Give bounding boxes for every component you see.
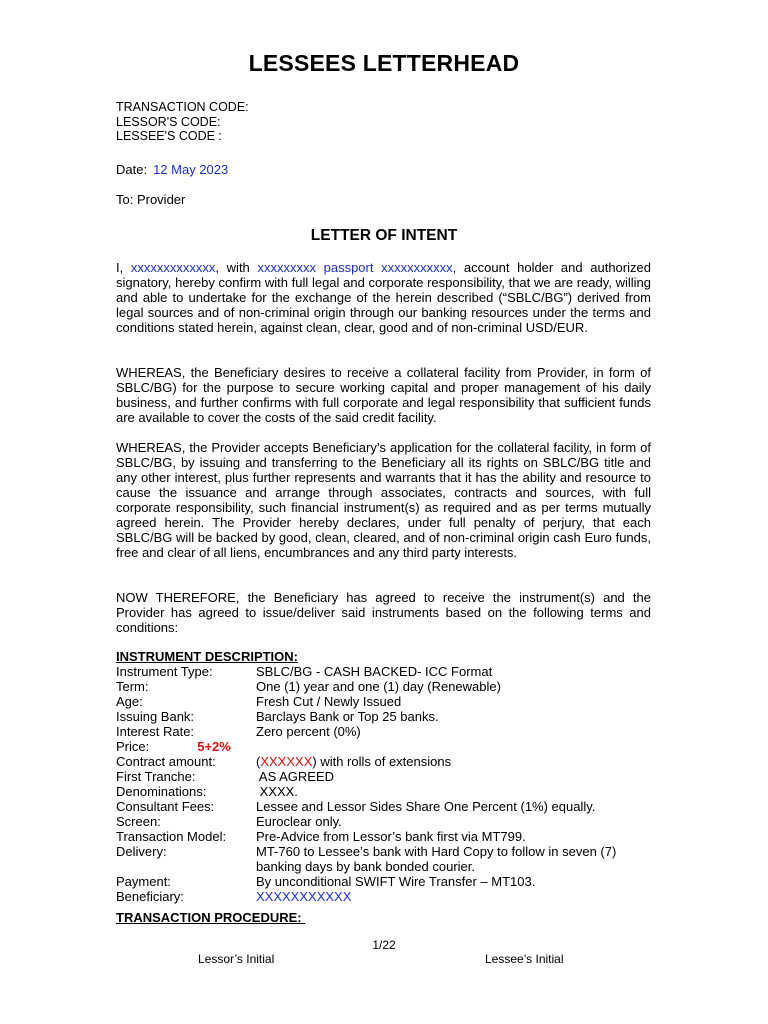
lessor-code-label: LESSOR'S CODE: [116, 114, 221, 129]
row-label: Transaction Model: [116, 829, 227, 844]
row-label: Instrument Type: [116, 664, 213, 679]
contract-amount-placeholder: XXXXXX [260, 754, 313, 769]
transaction-procedure-title: TRANSACTION PROCEDURE: [116, 910, 306, 925]
row-label: Beneficiary: [116, 889, 184, 904]
row-value: Pre-Advice from Lessor’s bank first via MT799. [256, 829, 526, 844]
row-value: One (1) year and one (1) day (Renewable) [256, 679, 501, 694]
row-label: Price: [116, 739, 150, 754]
row-value: Euroclear only. [256, 814, 342, 829]
row-consultant-fees [116, 799, 656, 814]
row-label: Consultant Fees: [116, 799, 215, 814]
row-interest-rate [116, 724, 656, 739]
row-value: SBLC/BG - CASH BACKED- ICC Format [256, 664, 493, 679]
intro-text-rest: , account holder and authorized signatory, hereby confirm with full legal and corporate responsibility, that we are ready, willing and able to undertake for the exchange of the herein described (“SBLC/BG”) derived from legal sources and of non-criminal origin through our banking resources under the terms and conditions stated herein, against clean, clear, good and of non-criminal USD/EUR. [116, 260, 651, 335]
row-denominations [116, 784, 656, 799]
signatory-name-placeholder: xxxxxxxxxxxxx [130, 260, 216, 275]
paragraph-now-therefore: NOW THEREFORE, the Beneficiary has agreed to receive the instrument(s) and the Provider has agreed to issue/deliver said instruments based on the following terms and conditions: [116, 590, 651, 635]
paragraph-whereas-beneficiary: WHEREAS, the Beneficiary desires to receive a collateral facility from Provider, in form of SBLC/BG) for the purpose to secure working capital and proper management of his daily business, and further confirms with full corporate and legal responsibility that sufficient funds are available to cover the costs of the said credit facility. [116, 365, 651, 425]
row-label: Age: [116, 694, 143, 709]
page-number: 1/22 [372, 938, 396, 952]
row-value: Lessee and Lessor Sides Share One Percent (1%) equally. [256, 799, 596, 814]
contract-open-paren: ( [256, 754, 261, 769]
row-instrument-type [116, 664, 656, 679]
row-transaction-model [116, 829, 656, 844]
row-label: Issuing Bank: [116, 709, 195, 724]
date-value: 12 May 2023 [153, 162, 229, 177]
row-label: Payment: [116, 874, 171, 889]
row-value: Fresh Cut / Newly Issued [256, 694, 402, 709]
row-value: XXXX. [256, 784, 298, 799]
transaction-codes [116, 100, 249, 144]
row-contract-amount [116, 754, 656, 769]
intro-text-start: I, [116, 260, 131, 275]
instrument-description-title: INSTRUMENT DESCRIPTION: [116, 649, 298, 664]
row-value: Zero percent (0%) [256, 724, 361, 739]
passport-placeholder: xxxxxxxxx passport xxxxxxxxxxx [257, 260, 453, 275]
row-beneficiary [116, 889, 656, 904]
intro-text-with: , with [215, 260, 258, 275]
row-label: Contract amount: [116, 754, 216, 769]
row-first-tranche [116, 769, 656, 784]
lessee-code-label: LESSEE'S CODE : [116, 129, 222, 143]
letter-of-intent-title: LETTER OF INTENT [310, 227, 458, 244]
row-value: By unconditional SWIFT Wire Transfer – MT103. [256, 874, 536, 889]
date-line [116, 162, 228, 177]
row-value [256, 754, 656, 769]
row-label: Delivery: [116, 844, 167, 859]
row-price [116, 739, 656, 754]
lessee-initial-label: Lessee’s Initial [485, 952, 564, 966]
row-value: AS AGREED [256, 769, 335, 784]
row-label: First Tranche: [116, 769, 196, 784]
lessor-initial-label: Lessor’s Initial [198, 952, 275, 966]
row-payment [116, 874, 656, 889]
beneficiary-placeholder: XXXXXXXXXXX [256, 889, 352, 904]
row-label: Denominations: [116, 784, 207, 799]
letterhead-title: LESSEES LETTERHEAD [248, 50, 520, 76]
transaction-code-label: TRANSACTION CODE: [116, 100, 249, 114]
row-value: Barclays Bank or Top 25 banks. [256, 709, 439, 724]
row-label: Screen: [116, 814, 161, 829]
row-delivery [116, 844, 656, 874]
paragraph-whereas-provider: WHEREAS, the Provider accepts Beneficiary’s application for the collateral facility, in form of SBLC/BG, by issuing and transferring to the Beneficiary all its rights on SBLC/BG title and any other interest, plus further represents and warrants that it has the ability and resource to cause the issuance and arrange through associates, contracts and sources, with full corporate responsibility, such financial instrument(s) as required and as per terms mutually agreed herein. The Provider hereby declares, under full penalty of perjury, that each SBLC/BG will be backed by good, clean, cleared, and of non-criminal origin cash Euro funds, free and clear of all liens, encumbrances and any third party interests. [116, 440, 651, 560]
contract-rest: ) with rolls of extensions [312, 754, 452, 769]
row-age [116, 694, 656, 709]
instrument-description-table [116, 664, 656, 904]
row-screen [116, 814, 656, 829]
recipient-line: To: Provider [116, 192, 186, 207]
price-value: 5+2% [197, 739, 231, 754]
row-issuing-bank [116, 709, 656, 724]
row-label: Term: [116, 679, 149, 694]
date-label: Date: [116, 162, 148, 177]
paragraph-intro [116, 260, 651, 335]
row-value: MT-760 to Lessee’s bank with Hard Copy to follow in seven (7) banking days by bank bonded courier. [256, 844, 617, 874]
row-label: Interest Rate: [116, 724, 195, 739]
row-term [116, 679, 656, 694]
